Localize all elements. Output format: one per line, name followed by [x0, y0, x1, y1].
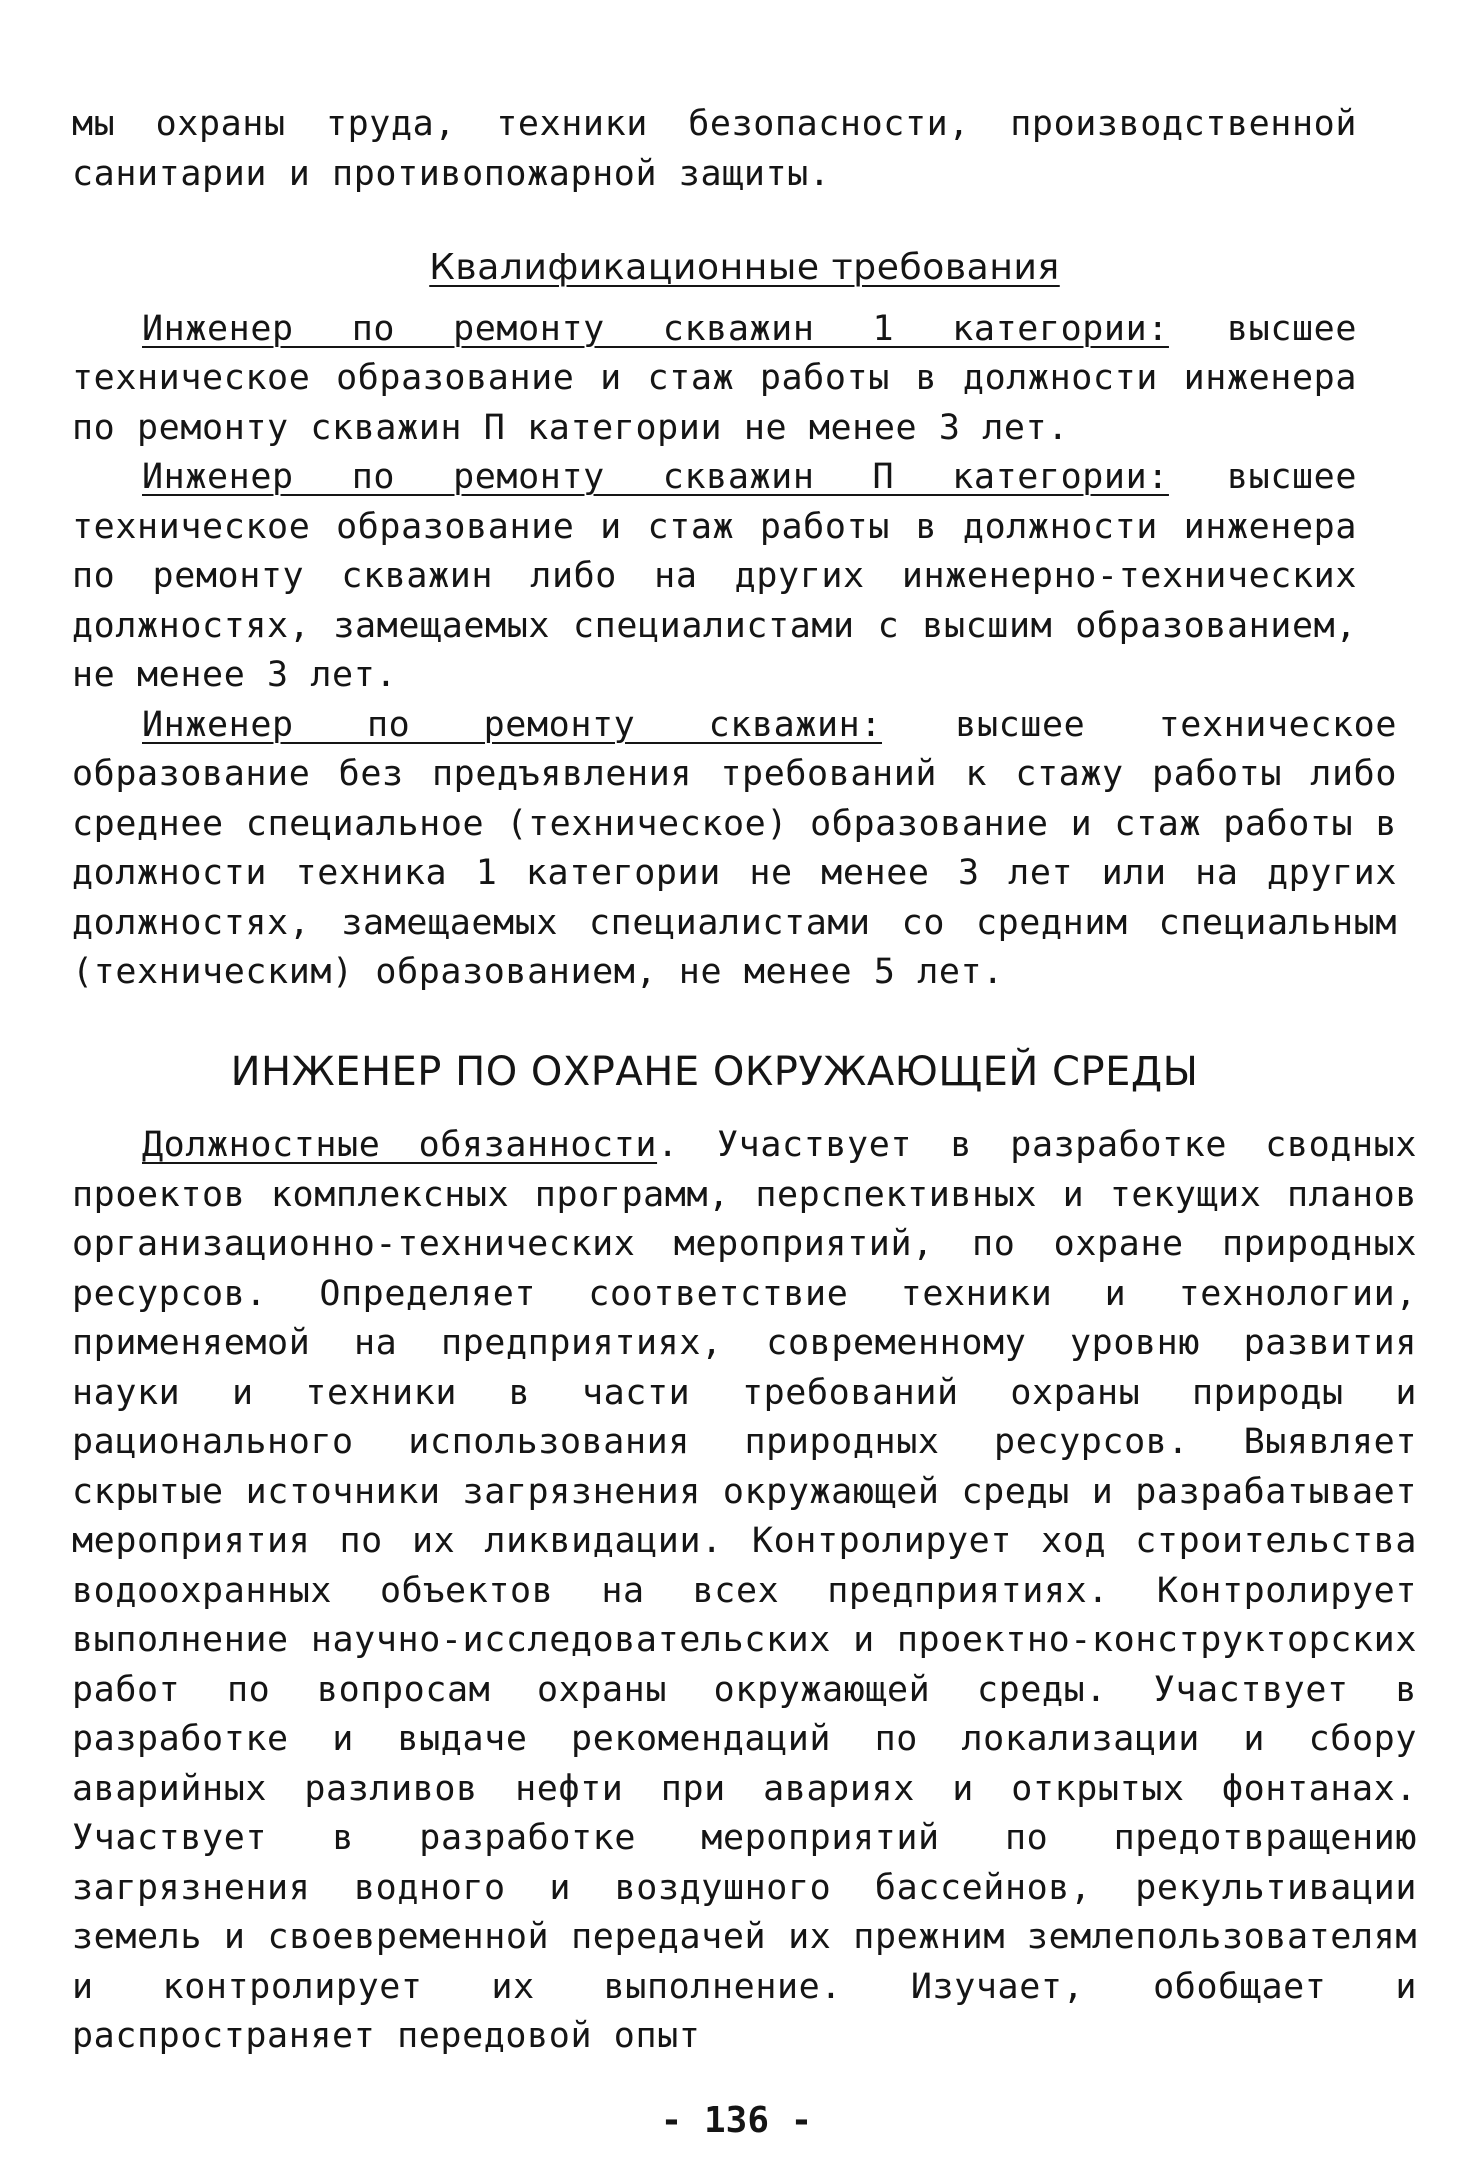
qualification-paragraph-3: [72, 701, 1417, 998]
qualifications-heading-text: Квалификационные требования: [429, 247, 1060, 288]
section-title: ИНЖЕНЕР ПО ОХРАНЕ ОКРУЖАЮЩЕЙ СРЕДЫ: [230, 1048, 1199, 1095]
qualification-paragraph-2: [72, 453, 1417, 701]
qualification-text-1: высшее техническое образование и стаж работы в должности инженера по ремонту скважин П категории не менее 3 лет.: [72, 308, 1358, 448]
qualification-title-2: Инженер по ремонту скважин П категории:: [142, 457, 1169, 497]
qualification-text-2: высшее техническое образование и стаж работы в должности инженера по ремонту скважин либо на других инженерно-технических должностях, замещаемых специалистами с высшим образованием, не менее 3 лет.: [72, 457, 1358, 695]
qualification-title-3: Инженер по ремонту скважин:: [142, 704, 882, 745]
qualification-title-1: Инженер по ремонту скважин 1 категории:: [142, 308, 1169, 349]
document-page: [72, 100, 1417, 2062]
qualifications-heading: [72, 243, 1417, 293]
qualification-text-3: высшее техническое образование без предъявления требований к стажу работы либо среднее специальное (техническое) образование и стаж работы в должности техника 1 категории не менее 3 лет или на других должностях, замещаемых специалистами со средним специальным (техническим) образованием, не менее 5 лет.: [72, 704, 1398, 992]
duties-label: Должностные обязанности: [142, 1125, 658, 1165]
page-number: - 136 -: [660, 2100, 813, 2141]
intro-paragraph: мы охраны труда, техники безопасности, производственной санитарии и противопожарной защиты.: [72, 104, 1357, 194]
duties-text: . Участвует в разработке сводных проектов комплексных программ, перспективных и текущих планов организационно-технических мероприятий, по охране природных ресурсов. Определяет соответствие техники и технологии, применяемой на предприятиях, современному уровню развития науки и техники в части требований охраны природы и рационального использования природных ресурсов. Выявляет скрытые источники загрязнения окружающей среды и разрабатывает мероприятия по их ликвидации. Контролирует ход строительства водоохранных объектов на всех предприятиях. Контролирует выполнение научно-исследовательских и проектно-конструкторских работ по вопросам охраны окружающей среды. Участвует в разработке и выдаче рекомендаций по локализации и сбору аварийных разливов нефти при авариях и открытых фонтанах. Участвует в разработке мероприятий по предотвращению загрязнения водного и воздушного бассейнов, рекультивации земель и своевременной передачей их прежним землепользователям и контролирует их выполнение. Изучает, обобщает и распространяет передовой опыт: [72, 1125, 1417, 2056]
duties-paragraph: [72, 1121, 1417, 2062]
qualification-paragraph-1: [72, 305, 1417, 454]
